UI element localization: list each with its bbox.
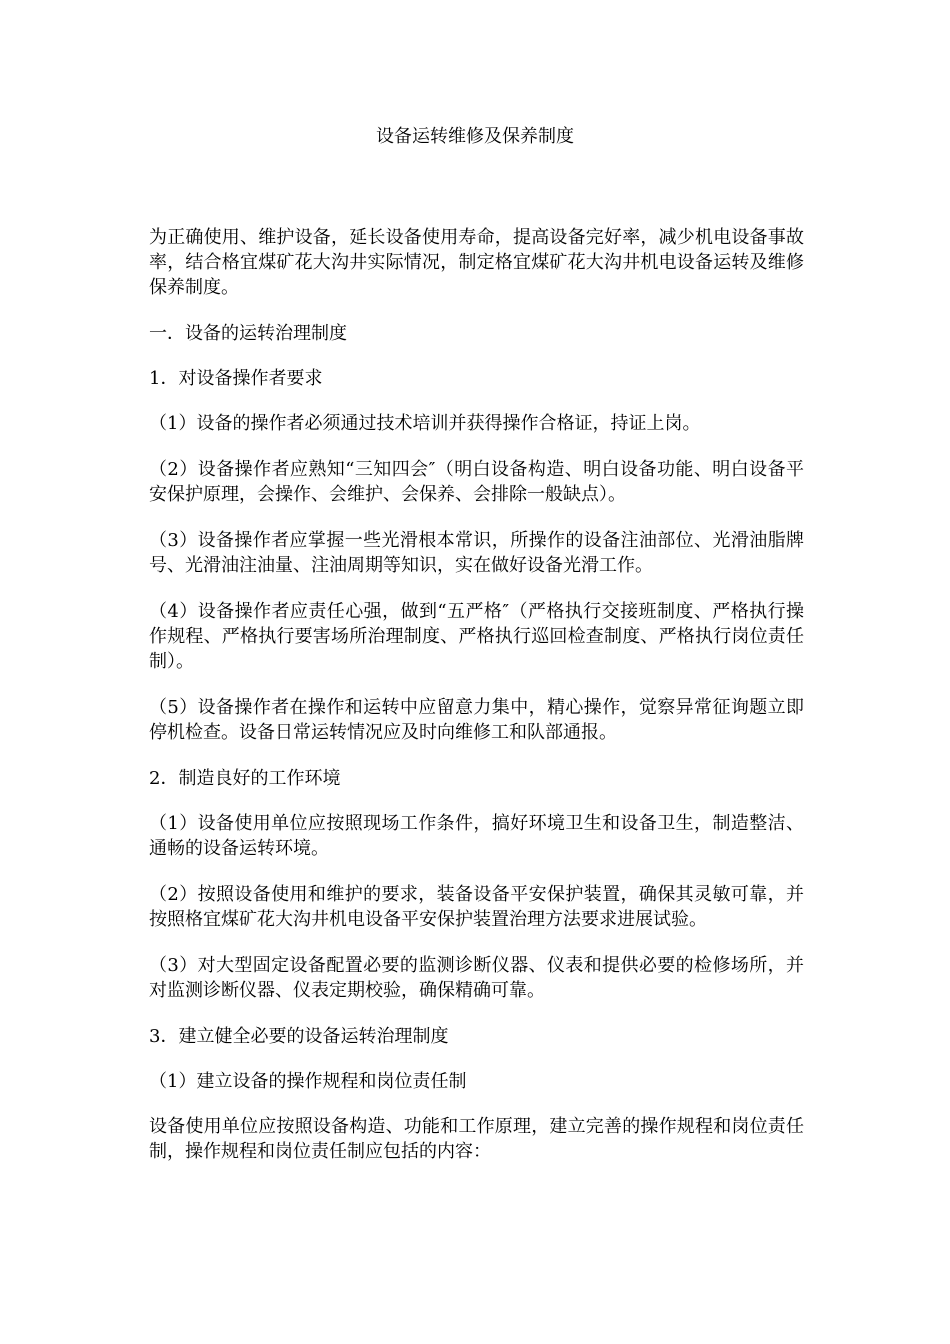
paragraph-content-3-1: 设备使用单位应按照设备构造、功能和工作原理，建立完善的操作规程和岗位责任制，操作规程和岗位责任制应包括的内容： [149, 1116, 804, 1162]
paragraph-item-1-4: （4）设备操作者应责任心强，做到“五严格″（严格执行交接班制度、严格执行操作规程、严格执行要害场所治理制度、严格执行巡回检查制度、严格执行岗位责任制）。 [149, 601, 804, 672]
paragraph-item-2-1: （1）设备使用单位应按照现场工作条件，搞好环境卫生和设备卫生，制造整洁、通畅的设备运转环境。 [149, 813, 804, 859]
paragraph-item-1-5: （5）设备操作者在操作和运转中应留意力集中，精心操作，觉察异常征询题立即停机检查。设备日常运转情况应及时向维修工和队部通报。 [149, 697, 804, 743]
paragraph-item-3-1: （1）建立设备的操作规程和岗位责任制 [149, 1071, 467, 1092]
document-title: 设备运转维修及保养制度 [376, 126, 574, 147]
paragraph-item-1-2: （2）设备操作者应熟知“三知四会″（明白设备构造、明白设备功能、明白设备平安保护原理，会操作、会维护、会保养、会排除一般缺点）。 [149, 459, 804, 505]
document-body [149, 225, 804, 1185]
paragraph-item-2-3: （3）对大型固定设备配置必要的监测诊断仪器、仪表和提供必要的检修场所，并对监测诊断仪器、仪表定期校验，确保精确可靠。 [149, 955, 804, 1001]
subsection-heading-1: 1．对设备操作者要求 [149, 368, 323, 389]
subsection-heading-3: 3．建立健全必要的设备运转治理制度 [149, 1026, 449, 1047]
intro-paragraph: 为正确使用、维护设备，延长设备使用寿命，提高设备完好率，减少机电设备事故率，结合格宜煤矿花大沟井实际情况，制定格宜煤矿花大沟井机电设备运转及维修保养制度。 [149, 227, 804, 298]
paragraph-item-2-2: （2）按照设备使用和维护的要求，装备设备平安保护装置，确保其灵敏可靠，并按照格宜煤矿花大沟井机电设备平安保护装置治理方法要求进展试验。 [149, 884, 804, 930]
paragraph-item-1-3: （3）设备操作者应掌握一些光滑根本常识，所操作的设备注油部位、光滑油脂牌号、光滑油注油量、注油周期等知识，实在做好设备光滑工作。 [149, 530, 804, 576]
paragraph-item-1-1: （1）设备的操作者必须通过技术培训并获得操作合格证，持证上岗。 [149, 413, 701, 434]
section-heading-1: 一．设备的运转治理制度 [149, 323, 347, 344]
subsection-heading-2: 2．制造良好的工作环境 [149, 768, 341, 789]
